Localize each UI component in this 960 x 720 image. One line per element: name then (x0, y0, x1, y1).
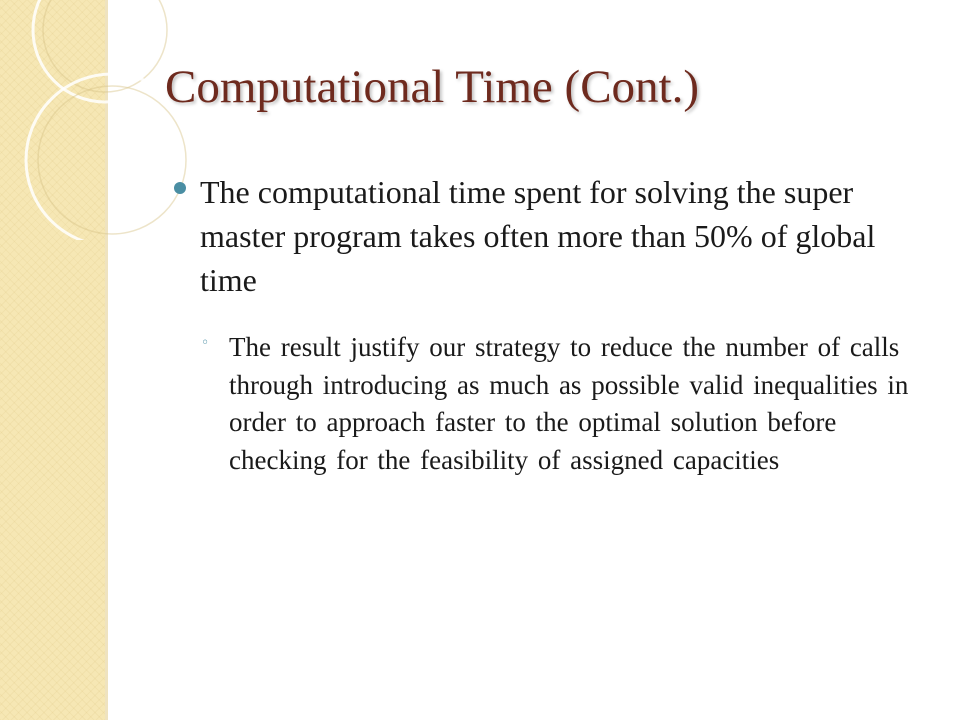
sub-bullet-ring-icon: ◦ (201, 335, 210, 351)
sub-bullet-text: The result justify our strategy to reduce the number of calls through introducing as much as possible valid inequalities in order to approach faster to the optimal solution before checking for the feasibility of assigned capacities (229, 332, 909, 475)
decorative-rings-icon (0, 0, 200, 240)
bullet-dot-icon (174, 182, 186, 194)
slide-title: Computational Time (Cont.) (165, 61, 700, 113)
bullet-item (174, 170, 914, 302)
sub-bullet-item (201, 329, 916, 479)
bullet-text: The computational time spent for solving the super master program takes often more than 50% of global time (200, 174, 876, 298)
